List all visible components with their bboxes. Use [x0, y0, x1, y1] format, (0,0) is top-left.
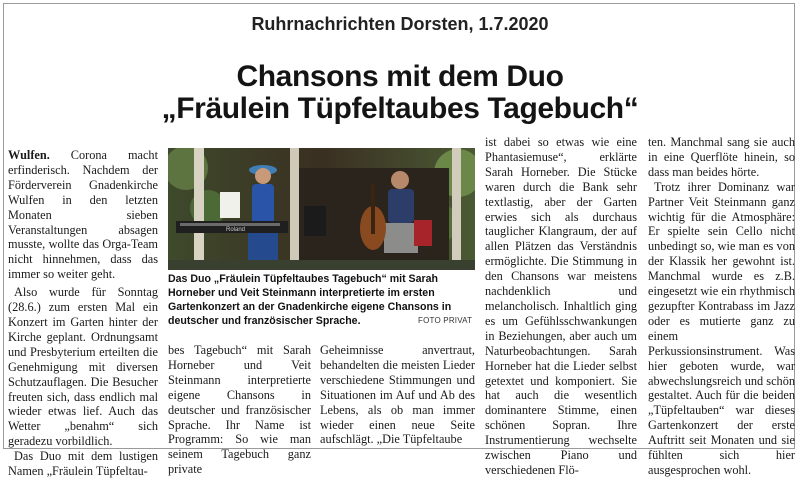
source-line: Ruhrnachrichten Dorsten, 1.7.2020 — [251, 14, 549, 34]
article-paragraph: Also wurde für Sonntag (28.6.) zum ersten Mal ein Konzert im Garten hinter der Kirche geplant. Ordnungsamt und Presbyterium erteilten die Genehmigung mit diversen Schutzauflagen. Die Besucher freuten sich, dass endlich mal wieder etwas lief. Auch das Wetter „benahm“ sich geradezu vorbildlich. — [8, 285, 158, 449]
article-paragraph: Geheimnisse anvertraut, behandelten die meisten Lieder verschiedene Stimmungen und Situationen im Auf und Ab des Lebens, als ob man immer wieder einen neue Seite aufschlägt. „Die Tüpfeltaube — [320, 343, 475, 447]
article-column-2 — [168, 343, 311, 477]
article-column-3 — [320, 343, 475, 447]
headline-line-2: „Fräulein Tüpfeltaubes Tagebuch“ — [161, 92, 639, 125]
article-paragraph: bes Tagebuch“ mit Sarah Horneber und Veit Steinmann interpretierte eigene Chansons in deutscher und französischer Sprache. Ihr Name ist Programm: So wie man seinem Tagebuch ganz private — [168, 343, 311, 477]
article-paragraph: ten. Manchmal sang sie auch in eine Querflöte hinein, so dass man beides hörte. — [648, 135, 795, 179]
article-paragraph: ist dabei so etwas wie eine Phantasiemuse“, erklärte Sarah Horneber. Die Stücke waren durch die Bank sehr textlastig, aber der Garten erwies sich als durchaus tauglicher Klangraum, der auf allen Plätzen das Verständnis ermöglichte. Die Stimmung in den Chansons war meistens nachdenklich und melancholisch. Inhaltlich ging es um Gefühlsschwankungen in Beziehungen, aber auch um Naturbeobachtungen. Sarah Horneber hat die Lieder selbst getextet und komponiert. Sie hat auch die wesentlich dominantere Stimme, einen schönen Sopran. Ihre Instrumentierung wechselte zwischen Piano und verschiedenen Flö- — [485, 135, 637, 477]
article-column-4 — [485, 135, 637, 478]
paragraph-text: Corona macht erfinderisch. Nachdem der Förderverein Gnadenkirche Wulfen in den letzten Monaten sieben Veranstaltungen absagen musste, wollte das Orga-Team nicht hinnehmen, dass das immer so weiter geht. — [8, 148, 158, 282]
keyboard-brand-text: Roland — [226, 227, 246, 233]
article-paragraph: Trotz ihrer Dominanz war Partner Veit Steinmann ganz wichtig für die Atmosphäre: Er spielte sein Cello nicht unbedingt so, wie man es von der Klassik her gewohnt ist. Manchmal wurde es z.B. eingesetzt wie ein rhythmisch gezupfter Kontrabass im Jazz oder es mutierte ganz zu einem Perkussionsinstrument. Was hier geboten wurde, war abwechslungsreich und schön gestaltet. Auch für die beiden „Tüpfeltauben“ war dieses Gartenkonzert der erste Auftritt seit Monaten und sie fühlten sich hier ausgesprochen wohl. — [648, 179, 795, 477]
article-column-5 — [648, 135, 795, 478]
article-column-1 — [8, 148, 158, 479]
photo-caption: Das Duo „Fräulein Tüpfeltaubes Tagebuch“ mit Sarah Horneber und Veit Steinmann interpretierte im ersten Gartenkonzert an der Gnadenkirche eigene Chansons in deutscher und französischer Sprache. — [168, 273, 452, 327]
article-paragraph: Das Duo mit dem lustigen Namen „Fräulein Tüpfeltau- — [8, 449, 158, 479]
dateline: Wulfen. — [8, 148, 50, 162]
article-paragraph — [8, 148, 158, 282]
photo-credit: FOTO PRIVAT — [418, 316, 473, 325]
concert-photo — [168, 148, 475, 270]
headline-line-1: Chansons mit dem Duo — [236, 60, 564, 93]
photo-illustration — [168, 148, 475, 270]
